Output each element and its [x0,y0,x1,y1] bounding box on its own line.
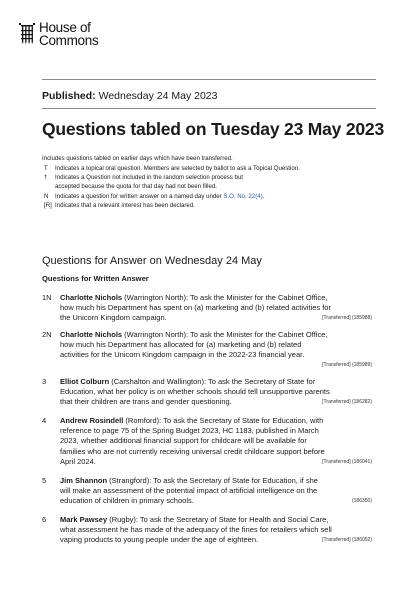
constituency: (Carshalton and Wallington): [109,377,207,386]
question-line: what assessment he has made of the adequacy of the fines for retailers which sell [60,525,332,535]
question-line: education of children in primary schools. [60,496,194,506]
member-name: Jim Shannon [60,476,108,485]
question-line: To ask the Secretary of State for [207,377,316,386]
legend-item-dagger [42,173,382,182]
question-item [42,416,372,467]
question-reference: (186350) [351,498,372,505]
legend-symbol: T [44,165,48,172]
page-title: Questions tabled on Tuesday 23 May 2023 [42,119,384,139]
member-name: Andrew Rosindell [60,416,124,425]
section-title: Questions for Answer on Wednesday 24 May [42,255,262,267]
logo-line-1: House of [39,20,91,35]
legend-item-named-day [42,192,382,201]
question-number: 2N [42,330,52,339]
question-reference: [Transferred] (186041) [322,458,372,465]
divider-top [42,79,376,80]
member-name: Charlotte Nichols [60,330,123,339]
question-line: will make an assessment of the potential impact of artificial intelligence on the [60,486,318,496]
question-line: reference to page 75 of the Spring Budget 2023, HC 1183, published in March [60,426,319,436]
question-line: families who are not currently receiving universal credit childcare support before [60,446,325,456]
question-line: the Unicorn Kingdom campaign. [60,313,167,323]
question-line: April 2024. [60,456,96,466]
legend-item-topical [42,164,382,173]
question-line: how much his Department has allocated for (a) marketing and (b) related [60,340,302,350]
question-line: that their children are trans and gender questioning. [60,397,232,407]
question-number: 1N [42,293,52,302]
standing-order-link[interactable]: S.O. No. 22(4) [223,192,263,200]
sub-title: Questions for Written Answer [42,274,149,283]
question-line: 2023, whether additional financial support for childcare will be available for [60,436,307,446]
constituency: (Warrington North): [122,330,189,339]
intro-text: Includes questions tabled on earlier days which have been transferred. [42,155,233,162]
question-number: 3 [42,377,47,386]
published-label: Published: [42,90,96,102]
legend-symbol: [R] [44,201,52,209]
question-item [42,476,372,507]
member-name: Elliot Colburn [60,377,110,386]
constituency: (Strangford): [107,476,152,485]
question-reference: [Transferred] (185989) [322,361,372,368]
legend-text: Indicates that a relevant interest has been declared. [55,201,195,209]
divider-bottom [42,108,376,109]
question-line: vaping products to young people under the age of eighteen. [60,535,259,545]
question-reference: [Transferred] (186282) [322,399,372,406]
published-date: Wednesday 24 May 2023 [98,90,218,102]
question-line: To ask the Secretary of State for Education, if she [153,476,318,485]
legend-item-dagger-cont [42,182,382,191]
house-of-commons-logo [18,21,98,47]
published-line [42,90,217,102]
question-number: 4 [42,416,47,425]
legend-item-interest [42,201,382,210]
member-name: Charlotte Nichols [60,293,123,302]
logo-line-2: Commons [39,33,99,48]
question-item [42,330,372,370]
question-item [42,377,372,408]
question-item [42,515,372,546]
legend-symbol [42,182,55,191]
question-item [42,293,372,324]
question-line: how much his Department has spent on (a) marketing and (b) related activities for [60,303,331,313]
question-reference: [Transferred] (186092) [322,537,372,544]
legend-text: accepted because the quota for that day had not been filled. [55,183,217,191]
question-line: activities for the Unicorn Kingdom campaign in the 2022-23 financial year. [60,350,305,360]
question-line: To ask the Minister for the Cabinet Office, [190,293,328,302]
question-line: To ask the Minister for the Cabinet Office, [190,330,328,339]
portcullis-icon [18,22,36,44]
question-number: 6 [42,515,47,524]
question-line: To ask the Secretary of State for Education, with [163,416,324,425]
constituency: (Romford): [123,416,162,425]
constituency: (Warrington North): [122,293,189,302]
constituency: (Rugby): [107,515,138,524]
member-name: Mark Pawsey [60,515,108,524]
question-reference: [Transferred] (185988) [322,315,372,322]
question-number: 5 [42,476,47,485]
legend-text: Indicates a topical oral question. Members are selected by ballot to ask a Topical Question. [55,165,300,172]
legend-text-end: . [262,192,265,200]
question-line: Education, what her policy is on whether schools should tell unsupportive parents [60,387,330,397]
legend-text: Indicates a question for written answer on a named day under [55,192,224,200]
legend-symbol: † [44,174,48,182]
question-line: To ask the Secretary of State for Health and Social Care, [139,515,329,524]
legend-text: Indicates a Question not included in the random selection process but [55,174,244,182]
legend-symbol: N [44,192,49,200]
legend [42,164,382,210]
